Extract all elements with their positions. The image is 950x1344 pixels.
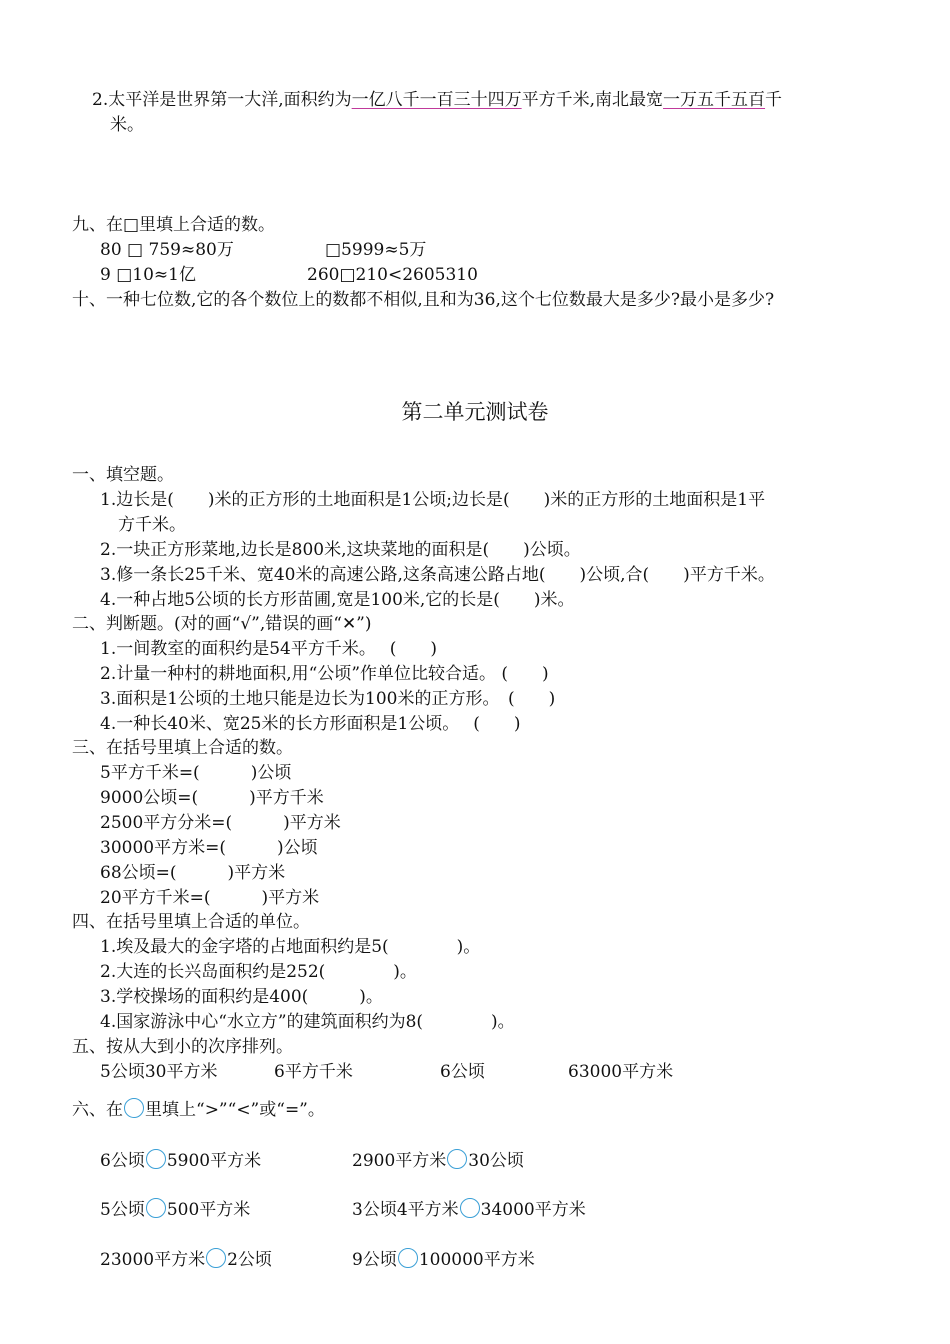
s1-q1-cont: 方千米。	[118, 515, 186, 535]
q2-pacific: 2.太平洋是世界第一大洋,面积约为一亿八千一百三十四万平方千米,南北最宽一万五千五百千	[92, 90, 783, 110]
s6-row1-b: 2900平方米 30公顷	[352, 1151, 524, 1171]
s9-item-a: 80 □ 759≈80万	[100, 240, 234, 260]
s6-row2-a: 5公顷 500平方米	[100, 1200, 251, 1220]
s2-heading: 二、判断题。(对的画“√”,错误的画“✕”)	[72, 614, 372, 634]
compare-circle-input[interactable]	[206, 1248, 226, 1268]
s1-q3: 3.修一条长25千米、宽40米的高速公路,这条高速公路占地( )公顷,合( )平方千米。	[100, 565, 775, 585]
s5-item-4: 63000平方米	[568, 1062, 674, 1082]
s9-item-c: 9 □10≈1亿	[100, 265, 196, 285]
s2-q2: 2.计量一种村的耕地面积,用“公顷”作单位比较合适。 ( )	[100, 664, 549, 684]
section-9-heading: 九、在□里填上合适的数。	[72, 215, 276, 235]
s5-item-2: 6平方千米	[274, 1062, 353, 1082]
s3-q1: 5平方千米=( )公顷	[100, 763, 292, 783]
compare-circle-input[interactable]	[460, 1198, 480, 1218]
s9-item-b: □5999≈5万	[325, 240, 427, 260]
s6-row3-a: 23000平方米 2公顷	[100, 1250, 272, 1270]
compare-circle-input[interactable]	[447, 1149, 467, 1169]
s5-heading: 五、按从大到小的次序排列。	[72, 1037, 293, 1057]
s9-item-d: 260□210<2605310	[307, 265, 478, 285]
compare-circle-input[interactable]	[398, 1248, 418, 1268]
s4-q1: 1.埃及最大的金字塔的占地面积约是5( )。	[100, 937, 481, 957]
s1-heading: 一、填空题。	[72, 465, 174, 485]
page-title: 第二单元测试卷	[401, 400, 549, 424]
s3-q4: 30000平方米=( )公顷	[100, 838, 318, 858]
s3-q3: 2500平方分米=( )平方米	[100, 813, 341, 833]
compare-circle-input[interactable]	[146, 1198, 166, 1218]
s5-item-1: 5公顷30平方米	[100, 1062, 218, 1082]
s6-row3-b: 9公顷 100000平方米	[352, 1250, 535, 1270]
s2-q1: 1.一间教室的面积约是54平方千米。 ( )	[100, 639, 438, 659]
s6-row2-b: 3公顷4平方米 34000平方米	[352, 1200, 586, 1220]
compare-circle-input[interactable]	[146, 1149, 166, 1169]
s4-heading: 四、在括号里填上合适的单位。	[72, 912, 310, 932]
q2-continuation: 米。	[110, 115, 144, 135]
answer-underline-1: 一亿八千一百三十四万	[351, 90, 522, 110]
compare-circle-icon	[124, 1098, 144, 1118]
s3-q6: 20平方千米=( )平方米	[100, 888, 320, 908]
answer-underline-2: 一万五千五百	[663, 90, 766, 110]
s5-item-3: 6公顷	[440, 1062, 485, 1082]
s2-q3: 3.面积是1公顷的土地只能是边长为100米的正方形。 ( )	[100, 689, 556, 709]
s4-q2: 2.大连的长兴岛面积约是252( )。	[100, 962, 417, 982]
s6-heading: 六、在 里填上“>”“<”或“=”。	[72, 1100, 325, 1120]
s4-q3: 3.学校操场的面积约是400( )。	[100, 987, 383, 1007]
section-10: 十、一种七位数,它的各个数位上的数都不相似,且和为36,这个七位数最大是多少?最小是多少?	[72, 290, 775, 310]
s4-q4: 4.国家游泳中心“水立方”的建筑面积约为8( )。	[100, 1012, 515, 1032]
s3-q2: 9000公顷=( )平方千米	[100, 788, 324, 808]
s1-q2: 2.一块正方形菜地,边长是800米,这块菜地的面积是( )公顷。	[100, 540, 581, 560]
s3-heading: 三、在括号里填上合适的数。	[72, 738, 293, 758]
s1-q1: 1.边长是( )米的正方形的土地面积是1公顷;边长是( )米的正方形的土地面积是1平	[100, 490, 766, 510]
s6-row1-a: 6公顷 5900平方米	[100, 1151, 262, 1171]
s3-q5: 68公顷=( )平方米	[100, 863, 286, 883]
s2-q4: 4.一种长40米、宽25米的长方形面积是1公顷。 ( )	[100, 714, 521, 734]
s1-q4: 4.一种占地5公顷的长方形苗圃,宽是100米,它的长是( )米。	[100, 590, 575, 610]
